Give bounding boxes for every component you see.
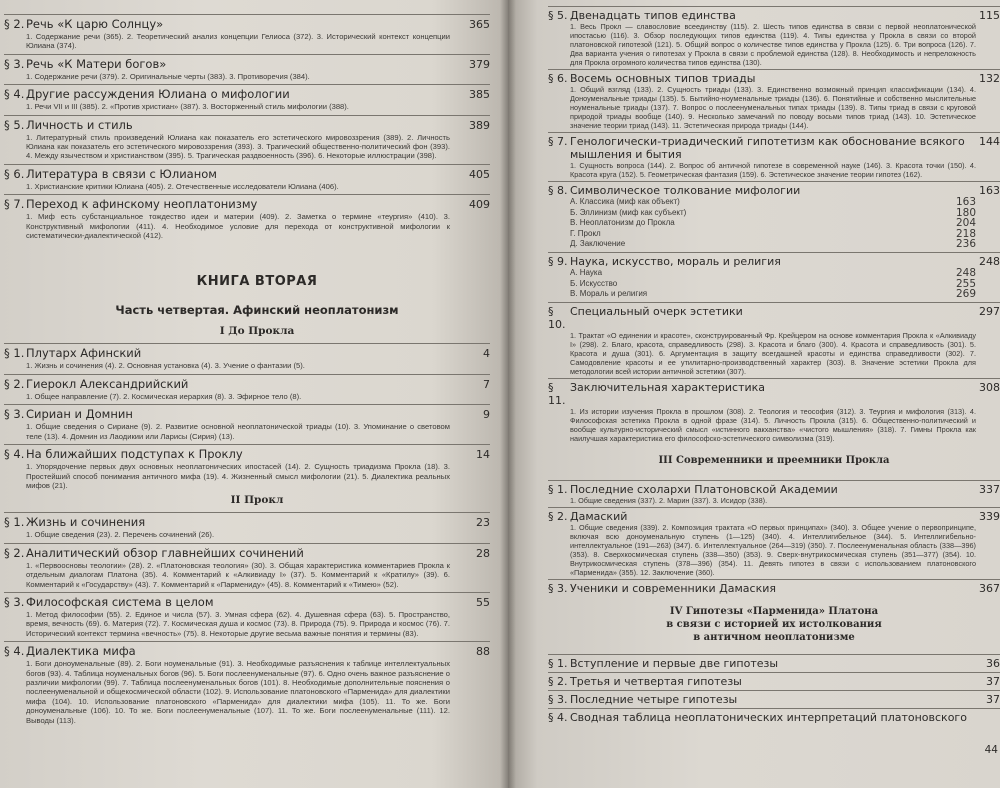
sub-list-item	[570, 279, 976, 290]
entry-page-number: 144	[979, 135, 1000, 148]
entry-title: Сириан и Домнин	[26, 407, 133, 422]
entry-page-number: 367	[979, 581, 1000, 595]
entry-page-number: 14	[476, 448, 490, 462]
toc-entry	[548, 6, 1000, 67]
sub-list-item	[570, 268, 976, 279]
entry-number: § 1.	[4, 515, 25, 530]
toc-entry	[548, 302, 1000, 376]
section-title-3: III Современники и преемники Прокла	[658, 454, 890, 466]
entry-10	[548, 302, 1000, 376]
entry-heading	[548, 132, 1000, 161]
entry-title: Философская система в целом	[26, 594, 214, 609]
sub-list-item	[570, 208, 976, 219]
toc-entry	[4, 374, 490, 401]
entry-subtopics: 1. Трактат «О единении и красоте», сконструированный Фр. Крейцером на основе комментария Прокла к «Алкивиаду I» (298). 2. Благо, красота, справедливость (298). 3. Красота и благо (300). 4. Красота и справедливость (301). 5. Красота и душа (301). 6. Аргументация в защиту всегдашней красоты и единства справедливости (302). 7. Самодовление красоты и ее утилитарно-производственный характер (303). 8. Значение эстетики Прокла для методологии всей истории античной эстетики (307).	[570, 330, 976, 376]
sub-item-page: 204	[955, 217, 976, 230]
entry-page-number: 308	[979, 380, 1000, 394]
entry-page-number: 409	[469, 198, 490, 212]
section2-entries	[4, 512, 490, 725]
section4-entries	[548, 654, 1000, 724]
entry-heading	[4, 512, 490, 530]
entry-number: § 7.	[548, 135, 568, 148]
sub-list-item	[570, 289, 976, 300]
entry-subtopics: 1. Речи VII и III (385). 2. «Против христиан» (387). 3. Восторженный стиль мифологии (388).	[26, 102, 349, 112]
toc-entry	[548, 132, 1000, 179]
entry-page-number: 23	[476, 516, 490, 530]
toc-entry	[548, 378, 1000, 443]
toc-entry	[4, 84, 490, 111]
right-top-entries	[548, 6, 1000, 179]
sub-item-text: В. Неоплатонизм до Прокла	[570, 218, 675, 228]
entry-heading	[548, 579, 1000, 595]
entry-subtopics: 1. «Первоосновы теологии» (28). 2. «Платоновская теология» (30). 3. Общая характеристика комментариев Прокла к отдельным диалогам Платона (35). 4. Комментарий к «Алкивиаду I» (37). 5. Комментарий к «Кратилу» (39). 6. Комментарий к «Государству» (43). 7. Комментарий к «Пармениду» (45). 8. Комментарий к «Тимею» (52).	[26, 560, 450, 589]
entry-page-number: 297	[979, 304, 1000, 318]
entry-page-number: 9	[483, 408, 490, 422]
entry-heading	[4, 641, 490, 659]
entry-page-number: 365	[469, 18, 490, 31]
entry-subtopics: 1. Миф есть субстанциальное тождество идеи и материи (409). 2. Заметка о термине «теургия» (410). 3. Конструктивный мифологии (411). 4. Необходимое условие для перехода от конструктивной мифологии к систематически-диалектической (412).	[26, 212, 450, 241]
toc-entry	[548, 654, 1000, 670]
entry-title: Жизнь и сочинения	[26, 515, 146, 530]
entry-title: Генологически-триадический гипотетизм как обоснование всякого мышления и бытия	[570, 135, 965, 161]
section-title-line: IV Гипотезы «Парменида» Платона	[669, 605, 879, 617]
sub-item-text: Г. Прокл	[570, 228, 601, 238]
toc-entry	[548, 181, 1000, 250]
entry-heading	[4, 54, 490, 72]
entry-page-number: 88	[476, 645, 490, 659]
entry-heading	[4, 444, 490, 462]
entry-page-number: 405	[469, 167, 490, 181]
entry-number: § 3.	[4, 56, 25, 71]
toc-entry	[4, 543, 490, 589]
entry-title: Плутарх Афинский	[26, 346, 142, 361]
section-title-line: в связи с историей их истолкования	[666, 618, 882, 630]
entry-number: § 3.	[4, 594, 25, 609]
entry-number: § 1.	[548, 482, 568, 496]
entry-page-number: 132	[979, 72, 1000, 85]
entry-title: Сводная таблица неоплатонических интерпретаций платоновского	[570, 710, 967, 724]
entry-number: § 3.	[548, 692, 568, 706]
entry-number: § 11.	[548, 380, 566, 407]
toc-entry	[548, 672, 1000, 688]
entry-page-number: 37	[986, 674, 1000, 688]
entry-heading	[4, 592, 490, 610]
entry-heading	[4, 374, 490, 392]
toc-entry	[548, 480, 1000, 505]
toc-entry	[4, 54, 490, 81]
entry-page-number: 115	[979, 9, 1000, 22]
entry-page-number: 4	[483, 347, 490, 361]
entry-title: Третья и четвертая гипотезы	[570, 674, 742, 688]
entry-subtopics: 1. Общие сведения (23). 2. Перечень сочинений (26).	[26, 530, 215, 540]
entry-number: § 4.	[548, 710, 568, 724]
sub-list-item	[570, 229, 976, 240]
entry-title: Специальный очерк эстетики	[570, 304, 743, 318]
book-gutter	[500, 0, 516, 788]
toc-entry	[548, 708, 1000, 724]
entry-number: § 3.	[548, 581, 568, 595]
entry-number: § 10.	[548, 304, 566, 331]
entry-heading	[4, 194, 490, 212]
toc-entry	[548, 507, 1000, 577]
toc-entry	[4, 14, 490, 51]
entry-heading	[4, 14, 490, 32]
entry-8	[548, 181, 1000, 250]
sub-list-item	[570, 197, 976, 208]
entry-heading	[548, 378, 1000, 407]
sub-item-page: 248	[955, 266, 976, 279]
entry-heading	[548, 6, 1000, 22]
entry-heading	[548, 252, 1000, 268]
entry-title: Последние схолархи Платоновской Академии	[570, 482, 838, 496]
entry-title: Наука, искусство, мораль и религия	[570, 254, 781, 268]
entry-page-number: 248	[979, 254, 1000, 268]
sub-item-text: А. Классика (миф как объект)	[570, 197, 680, 206]
entry-number: § 3.	[4, 407, 25, 422]
entry-number: § 4.	[4, 447, 25, 462]
entry-subtopics: 1. Общие сведения (339). 2. Композиция трактата «О первых принципах» (340). 3. Общее учение о первопринципе, включая всю доноуменальную ступень (1—125) (340). 4. Интеллигибельное (344). 5. Интеллигибельно-интеллектуальное (191—263) (347). 6. Интеллектуальное (264—319) (350). 7. Послеенуменальная область (338—396) (353). 8. Сверхкосмическая ступень (338—350) (353). 9. Сверх-внутрикосмическая ступень (351—377) (354). 10. Внутрикосмическая ступень (378—396) (354). 11. Девять гипотез в связи с использованием платоновского «Парменида» (355). 12. Заключение (360).	[570, 522, 976, 577]
sub-item-page: 269	[955, 288, 976, 301]
entry-title: Восемь основных типов триады	[570, 72, 756, 85]
entry-heading	[4, 343, 490, 361]
entry-page-number: 7	[483, 377, 490, 391]
entry-heading	[4, 84, 490, 102]
entry-title: Переход к афинскому неоплатонизму	[26, 197, 258, 212]
entry-title: Личность и стиль	[26, 117, 133, 132]
entry-title: Последние четыре гипотезы	[570, 692, 738, 706]
entry-heading	[548, 302, 1000, 331]
entry-page-number: 55	[476, 595, 490, 609]
entry-title: На ближайших подступах к Проклу	[26, 447, 243, 462]
entry-number: § 1.	[548, 656, 568, 670]
entry-number: § 4.	[4, 644, 25, 659]
entry-number: § 5.	[548, 9, 568, 22]
entry-subtopics: 1. Христианские критики Юлиана (405). 2. Отечественные исследователи Юлиана (406).	[26, 181, 339, 191]
sub-item-page: 236	[955, 238, 976, 251]
entry-heading	[548, 69, 1000, 85]
sub-list-item	[570, 218, 976, 229]
entry-subtopics: 1. Содержание речи (379). 2. Оригинальные черты (383). 3. Противоречия (384).	[26, 71, 310, 81]
entry-heading	[4, 404, 490, 422]
entry-page-number: 389	[469, 118, 490, 132]
entry-page-number: 337	[979, 482, 1000, 496]
part-title: Часть четвертая. Афинский неоплатонизм	[115, 303, 399, 318]
entry-title: Речь «К царю Солнцу»	[26, 17, 164, 31]
toc-entry	[4, 444, 490, 490]
toc-entry	[4, 194, 490, 240]
entry-number: § 1.	[4, 346, 25, 361]
corner-page-number: 44	[984, 744, 998, 756]
entry-subtopics: 1. Метод философии (55). 2. Единое и числа (57). 3. Умная сфера (62). 4. Душевная сфера (63). 5. Пространство, время, вечность (69). 6. Материя (72). 7. Космическая душа и космос (73). 8. Природа (75). 9. Природа и космос (76). 7. Исторический контекст термина «вечность» (75). 8. Некоторые другие весьма важные понятия и термины (83).	[26, 609, 450, 638]
right-page	[508, 0, 1000, 788]
entry-heading	[548, 480, 1000, 496]
section-title-1: I До Прокла	[219, 325, 295, 338]
entry-number: § 2.	[4, 545, 25, 560]
entry-heading	[4, 164, 490, 182]
entry-subtopics: 1. Упорядочение первых двух основных неоплатонических ипостасей (14). 2. Сущность триадизма Прокла (18). 3. Простейший способ понимания античного мифа (19). 4. Жизненный смысл мифологии (21). 5. Диалектика реальных мифов (21).	[26, 462, 450, 490]
entry-subtopics: 1. Боги доноуменальные (89). 2. Боги ноуменальные (91). 3. Необходимые разъяснения к таблице интеллектуальных богов (93). 4. Таблица ноуменальных богов (96). 5. Боги послеенуменальные (97). 6. Одно очень важное разъяснение о различии мифологии (99). 7. Таблица послеенуменальных богов (101). 8. Необходимые дополнительные пояснения о послеенуменальной и общекосмической области (102). 9. Использование платоновского «Парменида» для диалектики мифа (104). 10. Использование платоновского «Парменида» для диалектики мифа (105). 11. То же. Боги доноуменальные (106). 10. То же. Боги послеенуменальные (107). 11. То же. Боги послеенуменальные (111). 12. Выводы (113).	[26, 659, 450, 725]
entry-heading	[4, 115, 490, 133]
left-top-entries	[4, 14, 490, 240]
entry-page-number: 163	[979, 184, 1000, 197]
entry-number: § 9.	[548, 254, 568, 268]
sub-item-text: В. Мораль и религия	[570, 289, 648, 299]
entry-title: Гиерокл Александрийский	[26, 376, 189, 391]
entry-page-number: 339	[979, 509, 1000, 523]
toc-entry	[4, 404, 490, 441]
entry-subtopics: 1. Общий взгляд (133). 2. Сущность триады (133). 3. Единственно возможный принцип классификации (134). 4. Доноуменальные триады (135). 5. Бытийно-ноуменальные триады (136). 6. Понятийные и собственно мыслительные ноуменальные триады (137). 7. Вопрос о послеенуменальных типах триады (139). 8. Типы триад в связи с круговой природой триады вообще (140). 9. Несколько замечаний по поводу восьми типов триад (143). 10. Эстетическое значение теории триад (143). 11. Эстетическая природа триады (144).	[570, 85, 976, 130]
sub-item-text: Д. Заключение	[570, 239, 626, 249]
entry-number: § 6.	[4, 166, 25, 181]
entry-number: § 5.	[4, 117, 25, 132]
entry-subtopics: 1. Сущность вопроса (144). 2. Вопрос об античной гипотезе в современной науке (146). 3. Красота точки (150). 4. Красота круга (152). 5. Геометрическая фантазия (159). 6. Эстетическое значение теории гипотез (162).	[570, 161, 976, 179]
sub-item-text: Б. Эллинизм (миф как субъект)	[570, 207, 687, 217]
entry-number: § 7.	[4, 197, 25, 212]
toc-entry	[4, 115, 490, 161]
entry-page-number: 379	[469, 57, 490, 71]
section3-entries	[548, 480, 1000, 595]
entry-title: Аналитический обзор главнейших сочинений	[26, 545, 304, 560]
book-title: КНИГА ВТОРАЯ	[196, 274, 318, 290]
section1-entries	[4, 343, 490, 490]
entry-9	[548, 252, 1000, 300]
sub-item-page: 180	[955, 206, 976, 219]
toc-entry	[4, 592, 490, 638]
toc-entry	[4, 641, 490, 725]
entry-page-number: 36	[986, 656, 1000, 670]
entry-heading	[548, 654, 1000, 670]
entry-number: § 2.	[4, 17, 25, 31]
entry-page-number: 37	[986, 692, 1000, 706]
toc-entry	[548, 252, 1000, 300]
entry-title: Ученики и современники Дамаския	[570, 581, 776, 595]
entry-number: § 2.	[548, 509, 568, 523]
entry-title: Вступление и первые две гипотезы	[570, 656, 779, 670]
entry-heading	[548, 672, 1000, 688]
entry-title: Литература в связи с Юлианом	[26, 166, 217, 181]
sub-item-page: 163	[955, 196, 976, 208]
sub-item-page: 255	[955, 277, 976, 290]
toc-entry	[548, 690, 1000, 706]
entry-subtopics: 1. Общие сведения о Сириане (9). 2. Развитие основной неоплатонической триады (10). 3. Упоминание о световом теле (13). 4. Домнин из Лаодикии или Ларисы (Сирия) (13).	[26, 422, 450, 441]
sub-list-item	[570, 239, 976, 250]
sub-item-page: 218	[955, 227, 976, 240]
entry-title: Диалектика мифа	[26, 644, 136, 659]
entry-subtopics: 1. Из истории изучения Прокла в прошлом (308). 2. Теология и теософия (312). 3. Теургия и мифология (313). 4. Философская эстетика Прокла в одной фразе (314). 5. Личность Прокла (315). 6. Общественно-политический и вообще культурно-исторический смысл «истинного вакханства» «чистого мышления» (318). 7. Гимны Прокла как наилучшая характеристика его философско-эстетического символизма (319).	[570, 406, 976, 443]
toc-entry	[4, 512, 490, 539]
toc-entry	[4, 343, 490, 370]
entry-heading	[548, 181, 1000, 197]
entry-page-number: 28	[476, 546, 490, 560]
entry-heading	[548, 708, 1000, 724]
toc-entry	[4, 164, 490, 191]
section-title-4	[548, 605, 1000, 644]
entry-page-number: 385	[469, 88, 490, 102]
entry-subtopics: 1. Весь Прокл — славословие всеединству (115). 2. Шесть типов единства в связи с первой неоплатонической ипостасью (116). 3. Обзор последующих типов единства (119). 4. Типы единства у Прокла в связи со второй платоновской гипотезой (121). 5. Общий вопрос о количестве типов единства у Прокла (125). 6. Три вопроса (126). 7. Два варианта учения о гипотезах у Прокла в связи с проблемой единства (128). 8. Необходимость и непреложность для Прокла огромного количества типов единства (130).	[570, 22, 976, 67]
section-title-2: II Прокл	[230, 494, 284, 507]
entry-number: § 2.	[4, 376, 25, 391]
entry-heading	[4, 543, 490, 561]
toc-entry	[548, 579, 1000, 595]
entry-subtopics: 1. Содержание речи (365). 2. Теоретический анализ концепции Гелиоса (372). 3. Исторический контекст концепции Юлиана (374).	[26, 32, 450, 51]
entry-title: Символическое толкование мифологии	[570, 184, 801, 197]
entry-sub-list	[548, 268, 1000, 300]
entry-title: Заключительная характеристика	[570, 380, 766, 394]
section-title-line: в античном неоплатонизме	[693, 631, 855, 643]
entry-number: § 4.	[4, 87, 25, 102]
entry-number: § 8.	[548, 184, 568, 197]
sub-item-text: Б. Искусство	[570, 278, 618, 288]
entry-title: Другие рассуждения Юлиана о мифологии	[26, 87, 290, 102]
entry-subtopics: 1. Жизнь и сочинения (4). 2. Основная установка (4). 3. Учение о фантазии (5).	[26, 361, 305, 371]
sub-item-text: А. Наука	[570, 267, 603, 277]
entry-subtopics: 1. Общее направление (7). 2. Космическая иерархия (8). 3. Эфирное тело (8).	[26, 391, 302, 401]
entry-subtopics: 1. Литературный стиль произведений Юлиана как показатель его эстетического мировоззрения (389). 2. Личность Юлиана как показатель его эстетического мировоззрения (393). 3. Трагический общественно-политический фон (393). 4. Между язычеством и христианством (395). 5. Трагическая раздвоенность (396). 6. Некоторые иллюстрации (398).	[26, 132, 450, 161]
entry-sub-list	[548, 197, 1000, 250]
entry-heading	[548, 690, 1000, 706]
entry-title: Дамаский	[570, 509, 628, 523]
entry-subtopics: 1. Общие сведения (337). 2. Марин (337). 3. Исидор (338).	[570, 495, 768, 505]
entry-number: § 2.	[548, 674, 568, 688]
entry-11	[548, 378, 1000, 443]
entry-heading	[548, 507, 1000, 523]
entry-title: Речь «К Матери богов»	[26, 56, 167, 71]
entry-number: § 6.	[548, 72, 568, 85]
entry-title: Двенадцать типов единства	[570, 9, 736, 22]
toc-entry	[548, 69, 1000, 130]
